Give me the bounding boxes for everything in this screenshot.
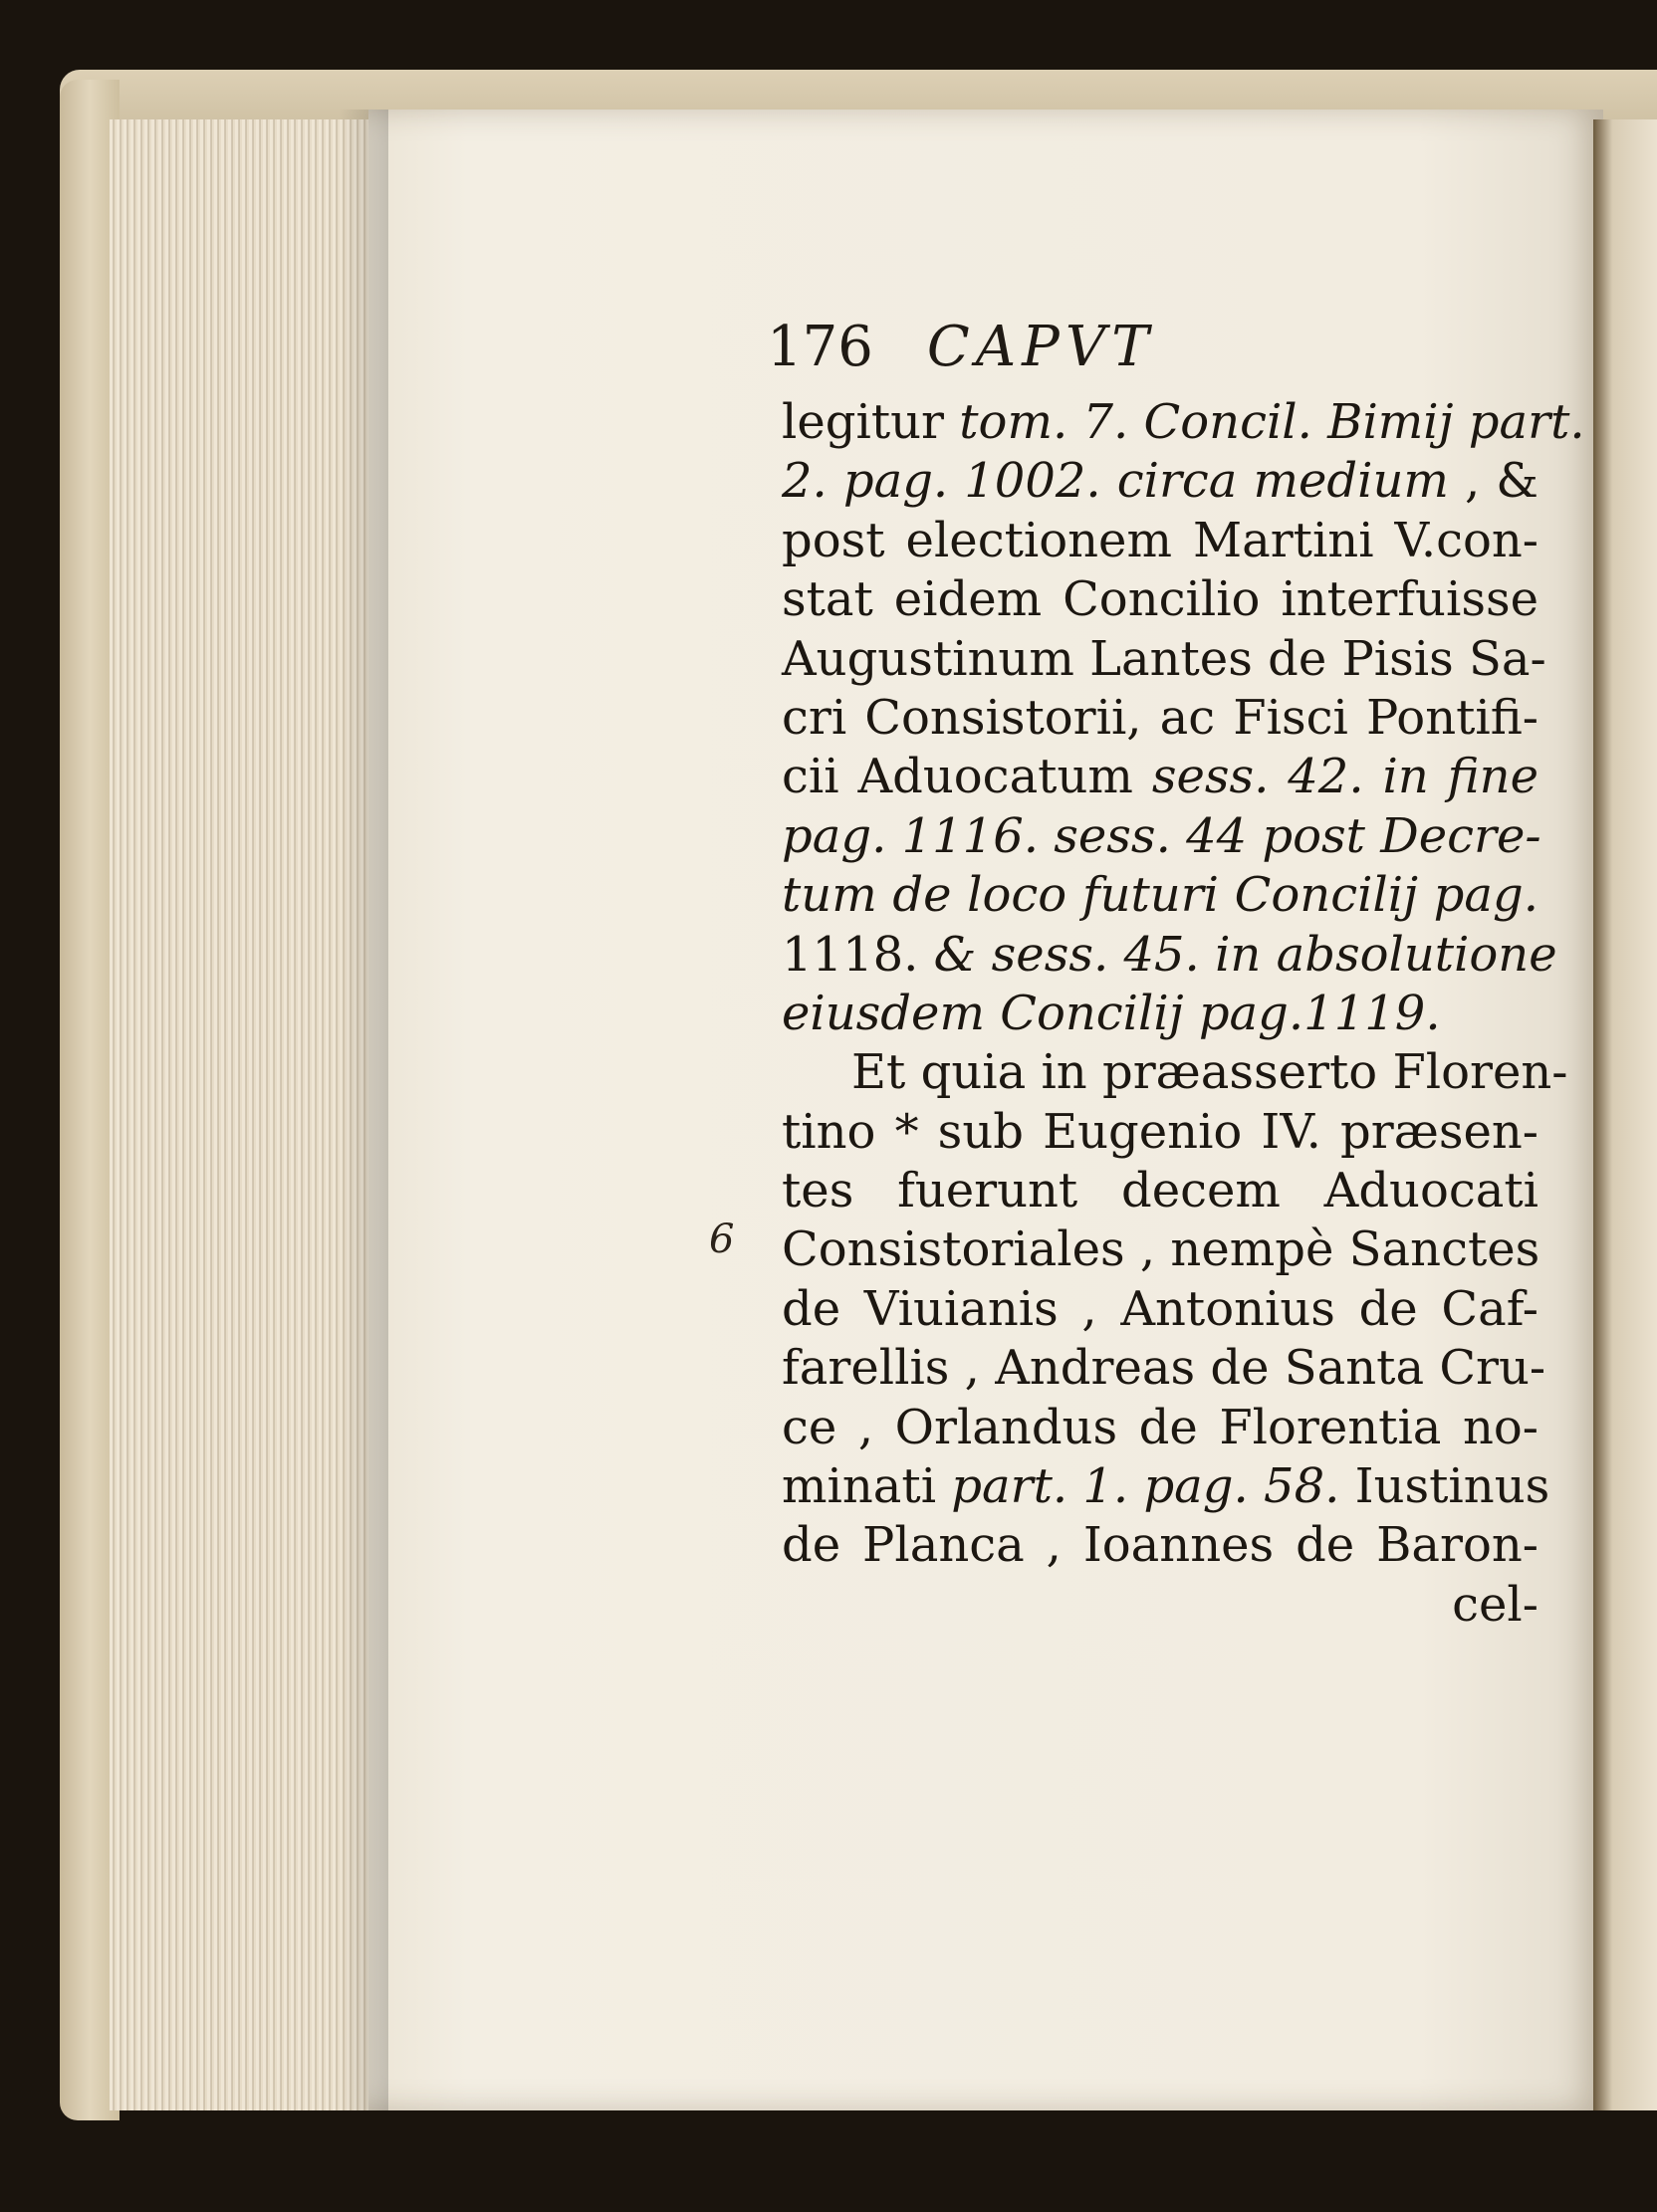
text-line [782,512,1539,570]
text-line [782,926,1557,985]
text-roman: de Planca , Ioannes de Baron- [782,1517,1539,1574]
text-italic: eiusdem Concilij pag.1119. [782,985,1441,1041]
gutter-shadow [339,110,388,2110]
text-line [782,1162,1539,1220]
text-line [782,1280,1539,1339]
text-roman: , & [1448,453,1539,510]
text-roman: Consistoriales , nempè Sanctes [782,1221,1540,1278]
text-roman: Iustinus [1339,1458,1550,1515]
text-roman: cii Aduocatum [782,749,1152,805]
text-roman: tino * sub Eugenio IV. præsen- [782,1103,1539,1160]
text-roman: tes fuerunt decem Aduocati [782,1163,1539,1219]
text-roman: cri Consistorii, ac Fisci Pontifi- [782,689,1539,746]
text-italic: tum de loco futuri Concilij pag. [782,867,1539,924]
text-roman: farellis , Andreas de Santa Cru- [782,1340,1546,1397]
text-italic: sess. 42. in fine [1151,749,1539,805]
text-roman: 1118. [782,926,934,983]
text-roman: ce , Orlandus de Florentia no- [782,1399,1539,1455]
text-line [782,1457,1550,1516]
margin-note: 6 [709,1217,735,1262]
catchword [782,1576,1539,1635]
text-roman: legitur [782,394,960,450]
running-head [767,315,1155,379]
text-line [782,985,1539,1043]
text-roman: minati [782,1458,952,1515]
running-title: CAPVT [926,315,1155,379]
text-line [782,1220,1539,1279]
body-text [782,393,1585,1635]
text-line [782,1043,1568,1102]
page-number: 176 [767,315,873,379]
text-roman: post electionem Martini V.con- [782,512,1539,568]
text-line [782,630,1546,689]
text-line [782,1399,1539,1457]
text-roman: de Viuianis , Antonius de Caf- [782,1280,1539,1337]
text-roman: Et quia in præasserto Floren- [851,1044,1568,1101]
text-line [782,748,1539,806]
text-roman: Augustinum Lantes de Pisis Sa- [782,630,1546,687]
text-line [782,1103,1539,1162]
text-italic: 2. pag. 1002. circa medium [782,453,1449,510]
text-italic: & sess. 45. in absolutione [933,926,1557,983]
text-line [782,452,1539,511]
text-line [782,807,1539,866]
text-line [782,570,1539,629]
text-italic: pag. 1116. sess. 44 post Decre- [782,807,1541,864]
next-page-edge [1593,119,1657,2110]
text-line [782,689,1539,748]
text-italic: tom. 7. Concil. Bimij part. [959,394,1585,450]
text-line [782,1339,1546,1398]
page-edges [110,119,368,2110]
text-roman: cel- [1452,1576,1539,1633]
text-roman: stat eidem Concilio interfuisse [782,571,1539,628]
text-italic: part. 1. pag. 58. [951,1458,1340,1515]
text-line [782,1516,1539,1575]
text-line [782,866,1539,925]
text-line [782,393,1585,452]
